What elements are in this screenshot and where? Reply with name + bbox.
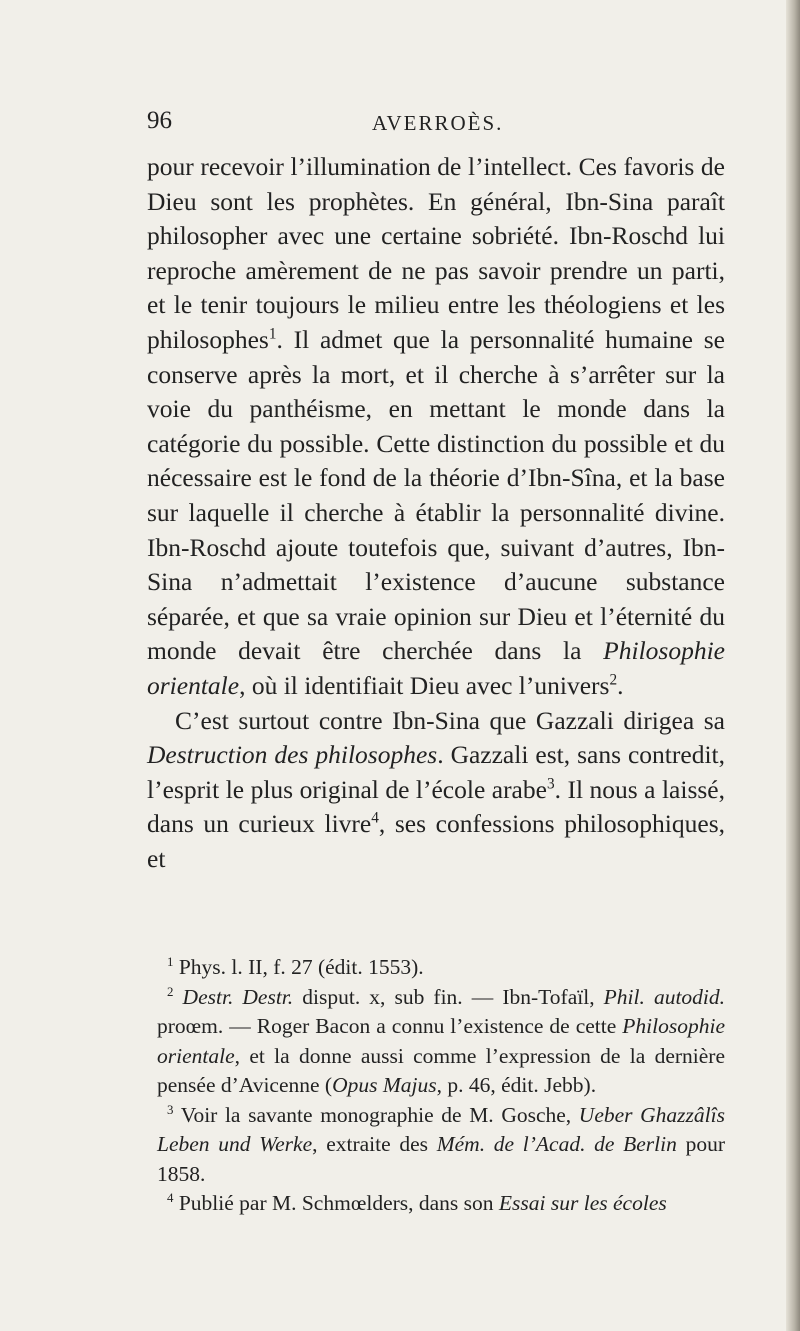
italic-text: Essai sur les écoles: [498, 1191, 667, 1215]
note-ref: 3: [167, 1102, 174, 1117]
note-ref: 2: [609, 671, 618, 689]
text-run: C’est surtout contre Ibn-Sina que Gazzali dirigea sa: [175, 705, 725, 735]
footnote: [157, 953, 725, 983]
text-run: . Gazzali est, sans contredit, l’esprit le plus original de l’école arabe: [147, 740, 725, 804]
text-run: pour recevoir l’illumination de l’intellect. Ces favoris de Dieu sont les prophètes. En général, Ibn-Sina paraît philosopher avec une certaine sobriété. Ibn-Roschd lui reproche amèrement de ne pas savoir prendre un parti, et le tenir toujours le milieu entre les théologiens et les philosophes: [147, 152, 725, 354]
note-ref: 2: [167, 984, 174, 999]
italic-text: Ueber Ghazzâlîs Leben und Werke: [157, 1102, 725, 1156]
italic-text: Mém. de l’Acad. de Berlin: [436, 1132, 677, 1156]
note-ref: 1: [268, 325, 277, 343]
text-run: proœm. — Roger Bacon a connu l’existence de cette: [157, 1014, 623, 1038]
italic-text: Phil. autodid.: [603, 984, 726, 1009]
text-run: [173, 985, 182, 1009]
paragraph: [147, 150, 725, 704]
running-head: AVERROÈS.: [372, 111, 504, 135]
note-ref: 1: [167, 954, 174, 969]
text-run: , ses confessions philosophiques, et: [147, 809, 725, 873]
footnote: [157, 1189, 725, 1219]
page-header: [147, 107, 722, 141]
text-run: pour 1858.: [157, 1132, 725, 1186]
italic-text: Opus Majus: [332, 1073, 437, 1097]
italic-text: Destr. Destr.: [182, 984, 294, 1009]
footnote: [157, 1101, 725, 1190]
text-run: .: [617, 670, 624, 700]
footnotes: [157, 953, 725, 1219]
page-number: 96: [147, 107, 172, 134]
text-run: Publié par M. Schmœlders, dans son: [173, 1191, 499, 1215]
note-ref: 4: [371, 809, 379, 827]
text-run: Voir la savante monographie de M. Gosche,: [173, 1102, 579, 1127]
text-run: Phys. l. II, f. 27 (édit. 1553).: [173, 955, 424, 979]
body-text: [147, 150, 725, 876]
page-edge: [786, 0, 800, 1331]
footnote: [157, 983, 725, 1101]
italic-text: Philosophie orientale: [157, 1014, 725, 1068]
text-run: , extraite des: [312, 1132, 437, 1156]
text-run: , et la donne aussi comme l’expression de la dernière pensée d’Avicenne (: [157, 1043, 725, 1097]
note-ref: 3: [546, 775, 555, 793]
text-run: . Il nous a laissé, dans un curieux livre: [147, 774, 725, 839]
text-run: , p. 46, édit. Jebb).: [436, 1073, 597, 1097]
text-run: . Il admet que la personnalité humaine se conserve après la mort, et il cherche à s’arrêter sur la voie du panthéisme, en mettant le monde dans la catégorie du possible. Cette distinction du possible et du nécessaire est le fond de la théorie d’Ibn-Sîna, et la base sur laquelle il cherche à établir la personnalité divine. Ibn-Roschd ajoute toutefois que, suivant d’autres, Ibn-Sina n’admettait l’existence d’aucune substance séparée, et que sa vraie opinion sur Dieu et l’éternité du monde devait être cherchée dans la: [147, 324, 725, 666]
paragraph: [147, 704, 725, 877]
note-ref: 4: [167, 1190, 174, 1205]
italic-text: Destruction des philosophes: [147, 740, 438, 770]
text-run: disput. x, sub fin. — Ibn-Tofaïl,: [293, 984, 604, 1009]
italic-text: Philosophie orientale: [147, 636, 725, 700]
text-run: , où il identifiait Dieu avec l’univers: [239, 670, 610, 700]
